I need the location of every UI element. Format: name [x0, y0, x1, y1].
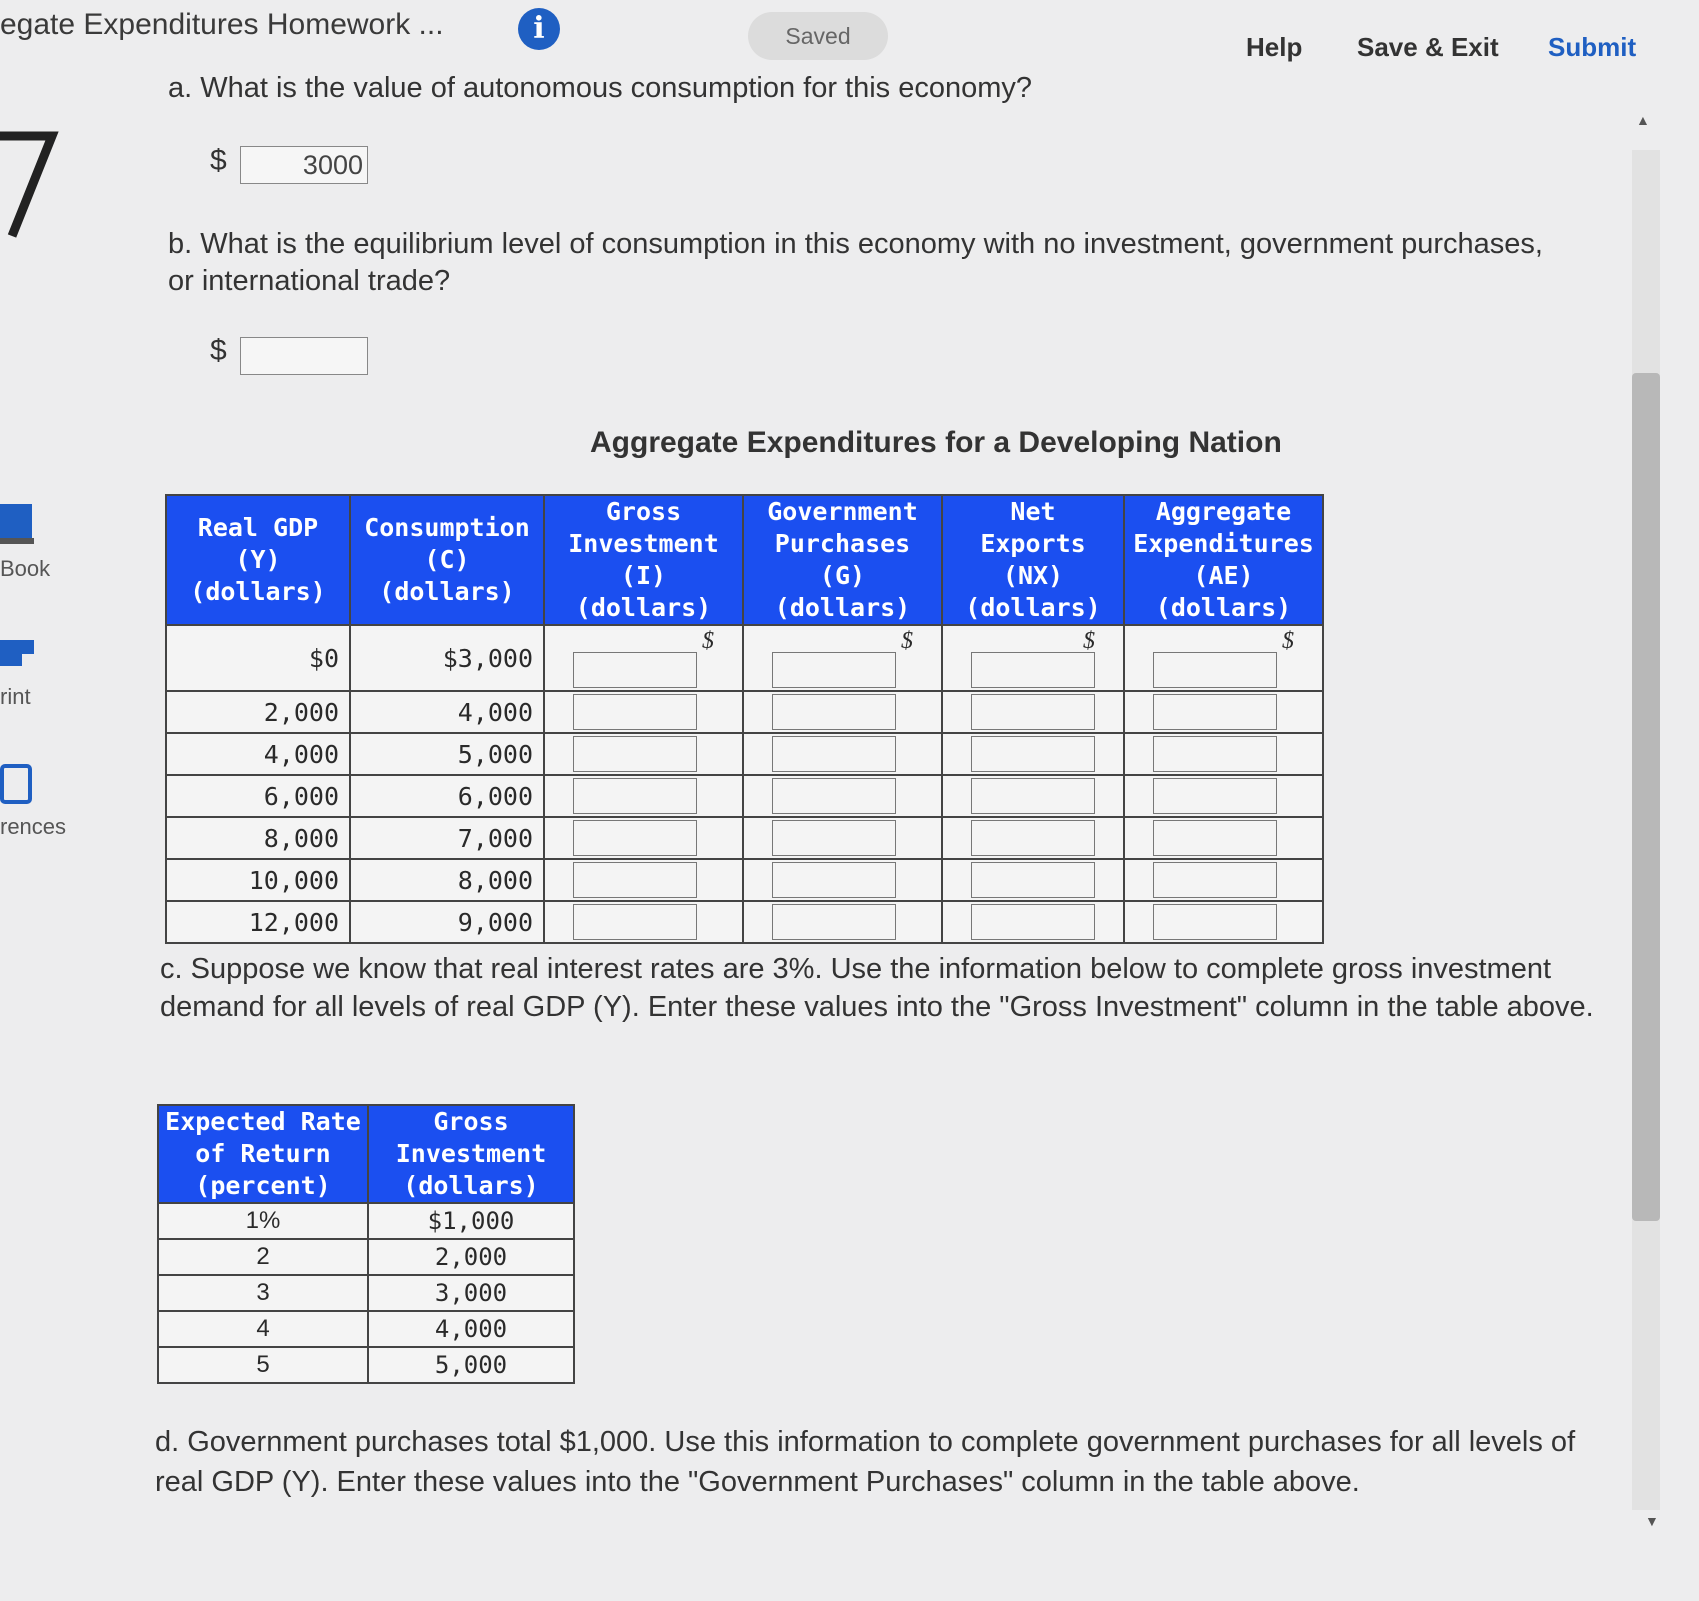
- aggregate-expenditures-cell: [1124, 691, 1323, 733]
- gross-investment-cell: 5,000: [368, 1347, 574, 1383]
- aggregate-expenditures-table: [165, 494, 1324, 944]
- sidebar-item-print[interactable]: [0, 628, 100, 748]
- help-button[interactable]: Help: [1246, 32, 1303, 62]
- scrollbar-thumb[interactable]: [1632, 373, 1660, 1221]
- consumption-cell: 5,000: [350, 733, 544, 775]
- table-row: [166, 775, 1323, 817]
- column-header: Government Purchases (G) (dollars): [743, 495, 942, 625]
- info-icon[interactable]: i: [518, 8, 560, 50]
- gross-investment-cell: $1,000: [368, 1203, 574, 1239]
- currency-symbol: $: [1083, 628, 1095, 654]
- column-header: Real GDP (Y) (dollars): [166, 495, 350, 625]
- currency-symbol: $: [901, 628, 913, 654]
- question-a-currency: $: [210, 144, 227, 177]
- net-exports-input[interactable]: [971, 736, 1095, 772]
- aggregate-expenditures-cell: [1124, 859, 1323, 901]
- print-icon: [0, 632, 36, 668]
- gross-investment-cell: 4,000: [368, 1311, 574, 1347]
- question-b-answer-input[interactable]: [240, 337, 368, 375]
- gross-investment-input[interactable]: [573, 820, 697, 856]
- consumption-cell: 6,000: [350, 775, 544, 817]
- table-row: [166, 901, 1323, 943]
- net-exports-cell: [942, 859, 1124, 901]
- table-row: [166, 859, 1323, 901]
- aggregate-expenditures-input[interactable]: [1153, 652, 1277, 688]
- table-row: [158, 1239, 574, 1275]
- save-exit-button[interactable]: Save & Exit: [1357, 32, 1499, 62]
- net-exports-input[interactable]: [971, 904, 1095, 940]
- net-exports-cell: [942, 901, 1124, 943]
- column-header: Expected Rate of Return (percent): [158, 1105, 368, 1203]
- table-row: [158, 1203, 574, 1239]
- currency-symbol: $: [1282, 628, 1294, 654]
- government-purchases-cell: [743, 733, 942, 775]
- gross-investment-cell: [544, 775, 743, 817]
- table-row: [166, 691, 1323, 733]
- net-exports-input[interactable]: [971, 652, 1095, 688]
- real-gdp-cell: 4,000: [166, 733, 350, 775]
- column-header: Gross Investment (dollars): [368, 1105, 574, 1203]
- book-icon: [0, 504, 36, 546]
- aggregate-expenditures-cell: [1124, 733, 1323, 775]
- aggregate-expenditures-cell: [1124, 775, 1323, 817]
- question-number-glyph: [0, 128, 60, 238]
- aggregate-expenditures-input[interactable]: [1153, 694, 1277, 730]
- net-exports-input[interactable]: [971, 862, 1095, 898]
- question-b-currency: $: [210, 334, 227, 367]
- currency-symbol: $: [702, 628, 714, 654]
- gross-investment-input[interactable]: [573, 904, 697, 940]
- column-header: Aggregate Expenditures (AE) (dollars): [1124, 495, 1323, 625]
- question-a-answer-input[interactable]: 3000: [240, 146, 368, 184]
- government-purchases-input[interactable]: [772, 862, 896, 898]
- assignment-title: egate Expenditures Homework ...: [0, 8, 444, 41]
- submit-button[interactable]: Submit: [1548, 32, 1637, 62]
- gross-investment-cell: [544, 901, 743, 943]
- investment-demand-table: [157, 1104, 575, 1384]
- gross-investment-cell: [544, 625, 743, 691]
- aggregate-expenditures-input[interactable]: [1153, 904, 1277, 940]
- ae-table-title: Aggregate Expenditures for a Developing Nation: [590, 426, 1282, 459]
- gross-investment-cell: 3,000: [368, 1275, 574, 1311]
- government-purchases-cell: [743, 817, 942, 859]
- expected-rate-cell: 1%: [158, 1203, 368, 1239]
- consumption-cell: 9,000: [350, 901, 544, 943]
- government-purchases-input[interactable]: [772, 778, 896, 814]
- consumption-cell: 8,000: [350, 859, 544, 901]
- real-gdp-cell: 10,000: [166, 859, 350, 901]
- column-header: Gross Investment (I) (dollars): [544, 495, 743, 625]
- scroll-up-arrow-icon[interactable]: ▲: [1636, 112, 1650, 128]
- expected-rate-cell: 4: [158, 1311, 368, 1347]
- gross-investment-cell: [544, 691, 743, 733]
- gross-investment-input[interactable]: [573, 736, 697, 772]
- sidebar-item-label: Book: [0, 556, 51, 581]
- net-exports-input[interactable]: [971, 778, 1095, 814]
- gross-investment-input[interactable]: [573, 778, 697, 814]
- expected-rate-cell: 5: [158, 1347, 368, 1383]
- gross-investment-cell: 2,000: [368, 1239, 574, 1275]
- government-purchases-cell: [743, 859, 942, 901]
- table-row: [166, 625, 1323, 691]
- aggregate-expenditures-cell: [1124, 817, 1323, 859]
- sidebar-item-label: rences: [0, 814, 67, 839]
- sidebar-item-book[interactable]: [0, 500, 100, 620]
- real-gdp-cell: 8,000: [166, 817, 350, 859]
- expected-rate-cell: 3: [158, 1275, 368, 1311]
- top-bar: [0, 0, 1699, 70]
- gross-investment-input[interactable]: [573, 862, 697, 898]
- gross-investment-input[interactable]: [573, 694, 697, 730]
- question-d-text: d. Government purchases total $1,000. Use this information to complete government purchases for all levels of real GDP (Y). Enter these values into the "Government Purchases" column in the table above.: [155, 1426, 1576, 1498]
- sidebar-item-references[interactable]: [0, 758, 100, 878]
- sidebar-item-label: rint: [0, 684, 31, 709]
- net-exports-input[interactable]: [971, 820, 1095, 856]
- net-exports-cell: [942, 775, 1124, 817]
- consumption-cell: 7,000: [350, 817, 544, 859]
- table-row: [166, 817, 1323, 859]
- net-exports-input[interactable]: [971, 694, 1095, 730]
- table-row: [158, 1275, 574, 1311]
- aggregate-expenditures-input[interactable]: [1153, 736, 1277, 772]
- consumption-cell: $3,000: [350, 625, 544, 691]
- column-header: Consumption (C) (dollars): [350, 495, 544, 625]
- expected-rate-cell: 2: [158, 1239, 368, 1275]
- government-purchases-input[interactable]: [772, 904, 896, 940]
- saved-status-badge: Saved: [748, 12, 888, 60]
- real-gdp-cell: $0: [166, 625, 350, 691]
- table-row: [158, 1311, 574, 1347]
- table-row: [158, 1347, 574, 1383]
- aggregate-expenditures-input[interactable]: [1153, 862, 1277, 898]
- gross-investment-cell: [544, 817, 743, 859]
- government-purchases-input[interactable]: [772, 820, 896, 856]
- government-purchases-input[interactable]: [772, 694, 896, 730]
- aggregate-expenditures-cell: [1124, 901, 1323, 943]
- table-row: [166, 733, 1323, 775]
- question-b-text: b. What is the equilibrium level of consumption in this economy with no investment, government purchases, or international trade?: [168, 228, 1543, 297]
- references-icon: [0, 762, 36, 806]
- question-a-text: a. What is the value of autonomous consumption for this economy?: [168, 72, 1033, 104]
- net-exports-cell: [942, 817, 1124, 859]
- real-gdp-cell: 6,000: [166, 775, 350, 817]
- real-gdp-cell: 2,000: [166, 691, 350, 733]
- question-c-text: c. Suppose we know that real interest rates are 3%. Use the information below to complete gross investment demand for all levels of real GDP (Y). Enter these values into the "Gross Investment" column in the table above.: [160, 953, 1594, 1023]
- gross-investment-cell: [544, 733, 743, 775]
- net-exports-cell: [942, 691, 1124, 733]
- government-purchases-cell: [743, 901, 942, 943]
- net-exports-cell: [942, 733, 1124, 775]
- government-purchases-input[interactable]: [772, 652, 896, 688]
- real-gdp-cell: 12,000: [166, 901, 350, 943]
- government-purchases-cell: [743, 775, 942, 817]
- aggregate-expenditures-input[interactable]: [1153, 778, 1277, 814]
- net-exports-cell: [942, 625, 1124, 691]
- government-purchases-input[interactable]: [772, 736, 896, 772]
- government-purchases-cell: [743, 691, 942, 733]
- column-header: Net Exports (NX) (dollars): [942, 495, 1124, 625]
- gross-investment-cell: [544, 859, 743, 901]
- scroll-down-arrow-icon[interactable]: ▼: [1645, 1513, 1659, 1529]
- aggregate-expenditures-input[interactable]: [1153, 820, 1277, 856]
- consumption-cell: 4,000: [350, 691, 544, 733]
- government-purchases-cell: [743, 625, 942, 691]
- gross-investment-input[interactable]: [573, 652, 697, 688]
- aggregate-expenditures-cell: [1124, 625, 1323, 691]
